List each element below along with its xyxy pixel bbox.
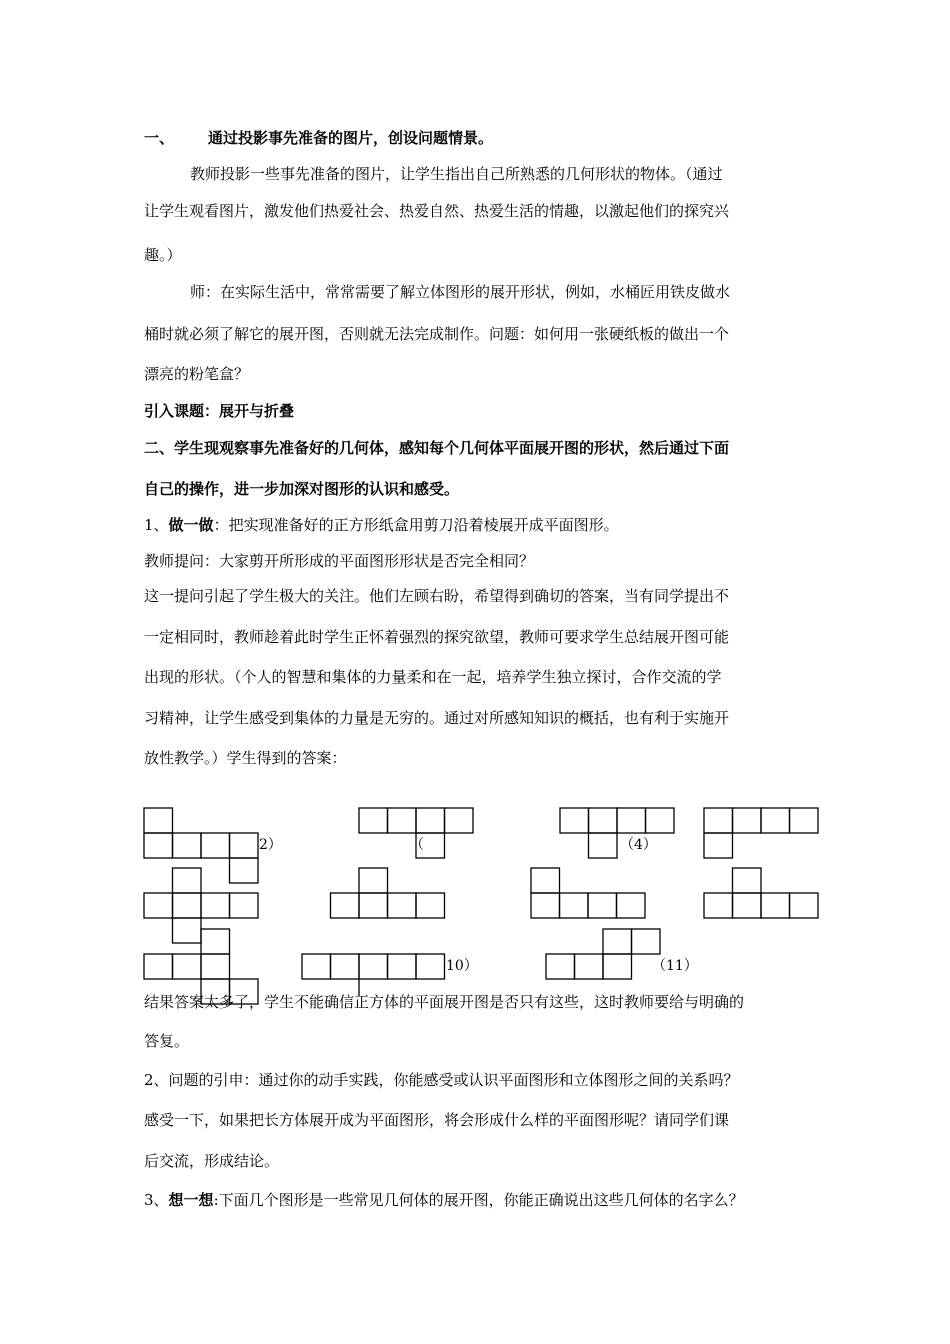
para1-line2: 让学生观看图片，激发他们热爱社会、热爱自然、热爱生活的情趣，以激起他们的探究兴	[144, 202, 730, 220]
item3-text: :下面几个图形是一些常见几何体的展开图，你能正确说出这些几何体的名字么？	[213, 1191, 744, 1209]
para1-line3: 趣。）	[144, 246, 182, 264]
net-label-3: （	[410, 837, 424, 853]
para2-line2: 桶时就必须了解它的展开图，否则就无法完成制作。问题：如何用一张硬纸板的做出一个	[144, 325, 730, 343]
section2-para-line3: 出现的形状。（个人的智慧和集体的力量柔和在一起，培养学生独立探讨，合作交流的学	[144, 668, 722, 686]
net-label-11: （11）	[652, 958, 698, 974]
section2-heading-line1: 二、学生现观察事先准备好的几何体，感知每个几何体平面展开图的形状，然后通过下面	[144, 439, 730, 457]
item3	[144, 1190, 744, 1210]
result-line2: 答复。	[144, 1032, 190, 1050]
item2-line1: 2、问题的引申：通过你的动手实践，你能感受或认识平面图形和立体图形之间的关系吗？	[144, 1071, 739, 1089]
section2-para-line2: 一定相同时，教师趁着此时学生正怀着强烈的探究欲望，教师可要求学生总结展开图可能	[144, 628, 730, 646]
para1-line1: 教师投影一些事先准备的图片，让学生指出自己所熟悉的几何形状的物体。（通过	[190, 165, 723, 183]
section2-para-line5: 放性教学。）学生得到的答案：	[144, 749, 347, 767]
para2-line1: 师：在实际生活中，常常需要了解立体图形的展开形状，例如，水桶匠用铁皮做水	[190, 283, 731, 301]
para2-line3: 漂亮的粉笔盒？	[144, 365, 250, 383]
net-label-4: （4）	[620, 837, 657, 853]
item3-num: 3、	[144, 1191, 169, 1209]
item1-bold: 做一做	[168, 516, 214, 534]
section2-heading-line2: 自己的操作，进一步加深对图形的认识和感受。	[144, 480, 460, 498]
cube-net-11	[546, 929, 660, 979]
net-label-10: 10）	[446, 958, 478, 974]
item2-line2: 感受一下，如果把长方体展开成为平面图形，将会形成什么样的平面图形呢？请同学们课	[144, 1111, 730, 1129]
result-line1: 结果答案太多了，学生不能确信正方体的平面展开图是否只有这些，这时教师要给与明确的	[144, 993, 745, 1011]
intro-topic: 引入课题：展开与折叠	[144, 402, 295, 420]
section1-heading-text: 通过投影事先准备的图片，创设问题情景。	[208, 129, 494, 147]
item1-num: 1、	[144, 516, 169, 534]
section1-heading-num: 一、	[144, 129, 175, 147]
cube-net-4	[704, 808, 818, 858]
teacher-question: 教师提问：大家剪开所形成的平面图形形状是否完全相同？	[144, 552, 535, 570]
cube-net-8	[704, 868, 818, 918]
cube-net-10	[302, 954, 445, 996]
section2-para-line1: 这一提问引起了学生极大的关注。他们左顾右盼，希望得到确切的答案，当有同学提出不	[144, 587, 730, 605]
net-label-2: 2）	[259, 837, 282, 853]
section2-para-line4: 习精神，让学生感受到集体的力量是无穷的。通过对所感知知识的概括，也有利于实施开	[144, 709, 730, 727]
cube-net-6	[331, 868, 445, 918]
item1-text: ：把实现准备好的正方形纸盒用剪刀沿着棱展开成平面图形。	[213, 516, 619, 534]
cube-net-7	[531, 868, 645, 918]
item2-line3: 后交流，形成结论。	[144, 1152, 280, 1170]
item3-bold: 想一想	[168, 1191, 214, 1209]
